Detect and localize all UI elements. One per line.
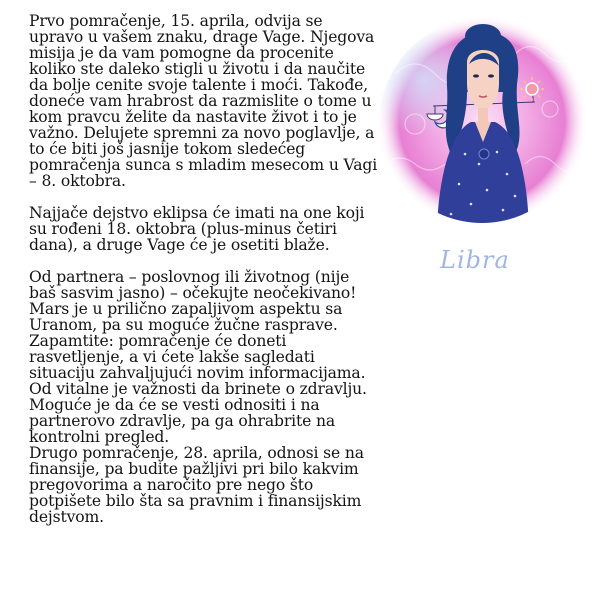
paragraph-5: Drugo pomračenje, 28. aprila, odnosi se na finansije, pa budite pažljivi pri bilo kakvim pregovorima a naročito pre nego što potpišete bilo šta sa pravnim i finansijskim dejstvom.: [29, 444, 364, 526]
paragraph-4: Od vitalne je važnosti da brinete o zdravlju. Moguće je da će se vesti odnositi i na partnerovo zdravlje, pa ga ohrabrite na kontrolni pregled.: [29, 380, 367, 446]
article-text: [29, 13, 379, 525]
paragraph-2: Najjače dejstvo eklipsa će imati na one koji su rođeni 18. oktobra (plus-minus četiri dana), a druge Vage će je osetiti blaže.: [29, 204, 365, 254]
libra-illustration: [375, 14, 589, 228]
paragraph-1: Prvo pomračenje, 15. aprila, odvija se upravo u vašem znaku, drage Vage. Njegova misija je da vam pomogne da procenite koliko ste daleko stigli u životu i da naučite da bolje cenite svoje talente i moći. Takođe, doneće vam hrabrost da razmislite o tome u kom pravcu želite da nastavite život i to je važno. Delujete spremni za novo poglavlje, a to će biti još jasnije tokom sledećeg pomračenja sunca s mladim mesecom u Vagi – 8. oktobra.: [29, 12, 378, 190]
libra-caption: Libra: [440, 246, 510, 274]
paragraph-3: Od partnera – poslovnog ili životnog (nije baš sasvim jasno) – očekujte neočekivano! Mars je u prilično zapaljivom aspektu sa Uranom, pa su moguće žučne rasprave. Zapamtite: pomračenje će doneti rasvetljenje, a vi ćete lakše sagledati situaciju zahvaljujući novim informacijama.: [29, 268, 366, 382]
